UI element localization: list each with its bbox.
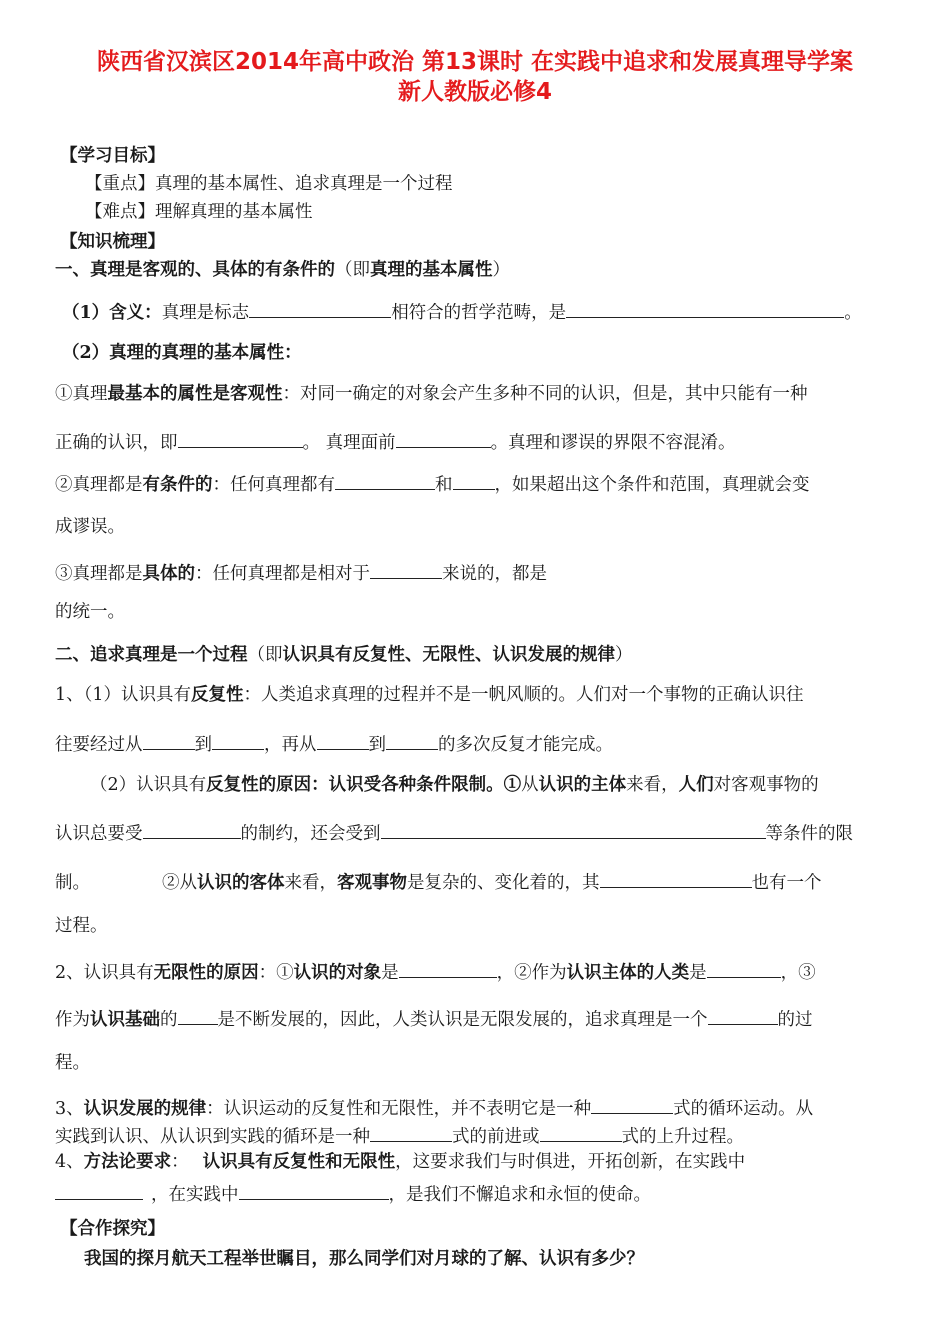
section-2-heading-open: （即 [247, 645, 283, 665]
s2-p5-bold-1: 方法论要求 [83, 1152, 172, 1172]
cooperate-header: 【合作探究】 [60, 1219, 165, 1239]
s2-p3-line-3: 程。 [55, 1053, 90, 1073]
s2-p2-bold-4: 认识的客体 [197, 873, 285, 893]
s2-p3-text-f: ，③ [780, 963, 816, 983]
s2-p2-line-2 [55, 820, 853, 846]
cooperate-question: 我国的探月航天工程举世瞩目，那么同学们对月球的了解、认识有多少？ [84, 1249, 644, 1269]
s1-item-3-text-a: ：任何真理都是相对于 [195, 564, 370, 584]
s2-p4-text-e: 式的前进或 [452, 1127, 540, 1147]
s2-p3-line-2 [55, 1006, 813, 1032]
s1-item-3-line-1 [55, 560, 547, 586]
s2-p2-text-j: 来看， [284, 873, 337, 893]
s2-p3-text-g: 作为 [55, 1010, 90, 1030]
s1-item-2-text-a: ：任何真理都有 [212, 475, 335, 495]
fill-blank[interactable] [566, 299, 844, 318]
s2-p1-text-c: 往要经过从 [55, 735, 143, 755]
s2-p4-bold: 认识发展的规律 [83, 1099, 207, 1119]
objectives-header: 【学习目标】 [60, 146, 165, 166]
fill-blank[interactable] [591, 1095, 673, 1114]
fill-blank[interactable] [249, 299, 391, 318]
s2-p4-line-2 [55, 1123, 744, 1149]
s2-p4-text-b: ：认识运动的反复性和无限性，并不表明它是一种 [206, 1099, 592, 1119]
section-1-heading-close: ） [492, 260, 510, 280]
s1-item-1-text-d: 。真理和谬误的界限不容混淆。 [490, 433, 736, 453]
document-title-line-2: 新人教版必修4 [397, 79, 552, 105]
s2-p1-line-2 [55, 731, 613, 757]
s2-p5-text-a: 4、 [55, 1152, 84, 1172]
fill-blank[interactable] [239, 1181, 389, 1200]
fill-blank[interactable] [178, 429, 303, 448]
fill-blank[interactable] [178, 1006, 218, 1025]
fill-blank[interactable] [317, 731, 369, 750]
s2-p1-text-f: 到 [368, 735, 386, 755]
s2-p3-text-c: 是 [381, 963, 399, 983]
section-2-heading-bold-2: 认识具有反复性、无限性、认识发展的规律 [282, 645, 615, 665]
s2-p2-text-b: 从 [521, 775, 539, 795]
s2-p1-text-g: 的多次反复才能完成。 [438, 735, 613, 755]
s2-p2-line-1 [90, 773, 819, 797]
fill-blank[interactable] [370, 560, 442, 579]
s2-p5-text-c: ，这要求我们与时俱进，开拓创新，在实践中 [395, 1152, 746, 1172]
section-1-heading-open: （即 [335, 260, 370, 280]
s2-p5-line-2 [55, 1181, 651, 1207]
fill-blank[interactable] [399, 959, 497, 978]
s2-p3-bold-2: 认识的对象 [293, 963, 382, 983]
s2-p2-text-a: （2）认识具有 [90, 775, 207, 795]
fill-blank[interactable] [143, 820, 241, 839]
s2-p3-text-b: ：① [258, 963, 294, 983]
objectives-difficulty: 【难点】理解真理的基本属性 [85, 202, 313, 222]
s2-p1-text-e: ，再从 [264, 735, 317, 755]
fill-blank[interactable] [396, 429, 491, 448]
fill-blank[interactable] [370, 1123, 452, 1142]
document-title-line-1: 陕西省汉滨区2014年高中政治 第13课时 在实践中追求和发展真理导学案 [96, 49, 854, 75]
s2-p1-text-b: ：人类追求真理的过程并不是一帆风顺的。人们对一个事物的正确认识往 [243, 685, 804, 705]
s1-item-2-bold: 有条件的 [142, 475, 213, 495]
s2-p2-text-e: 认识总要受 [55, 824, 143, 844]
s1-attributes-label: （2）真理的真理的基本属性： [62, 343, 302, 363]
s2-p3-bold-3: 认识主体的人类 [566, 963, 690, 983]
fill-blank[interactable] [335, 471, 435, 490]
s2-p2-bold-1: 反复性的原因：认识受各种条件限制。① [206, 775, 522, 795]
s1-item-1-prefix: ①真理 [55, 384, 108, 404]
s2-p2-text-k: 是复杂的、变化着的，其 [407, 873, 600, 893]
s2-p3-text-j: 的过 [777, 1010, 813, 1030]
s2-p2-bold-5: 客观事物 [337, 873, 407, 893]
fill-blank[interactable] [55, 1181, 143, 1200]
section-2-heading-bold: 二、追求真理是一个过程 [55, 645, 248, 665]
s1-meaning-text-c: 。 [844, 303, 862, 323]
s2-p3-text-a: 2、认识具有 [55, 963, 154, 983]
s2-p4-text-c: 式的循环运动。从 [673, 1099, 814, 1119]
s2-p2-line-4: 过程。 [55, 916, 108, 936]
s1-item-2-line-2: 成谬误。 [55, 517, 125, 537]
s2-p2-text-c: 来看， [626, 775, 679, 795]
s1-item-3-bold: 具体的 [142, 564, 195, 584]
fill-blank[interactable] [540, 1123, 622, 1142]
s2-p5-text-d: ，在实践中 [151, 1185, 239, 1205]
s1-meaning-text-b: 相符合的哲学范畴，是 [391, 303, 567, 323]
section-1-heading [55, 258, 510, 282]
section-1-heading-bold: 一、真理是客观的、具体的有条件的 [55, 260, 335, 280]
s1-item-3-text-b: 来说的，都是 [442, 564, 547, 584]
s2-p3-text-i: 是不断发展的，因此，人类认识是无限发展的，追求真理是一个 [217, 1010, 708, 1030]
s2-p3-text-h: 的 [160, 1010, 178, 1030]
fill-blank[interactable] [707, 959, 781, 978]
s2-p3-line-1 [55, 959, 816, 985]
s2-p5-text-b: ： [171, 1152, 189, 1172]
s2-p2-text-i: ②从 [162, 873, 197, 893]
knowledge-header: 【知识梳理】 [60, 232, 165, 252]
s1-item-1-text-b: 正确的认识，即 [55, 433, 178, 453]
s2-p2-line-3 [55, 869, 822, 895]
s1-item-2-line-1 [55, 471, 810, 497]
s2-p3-text-e: 是 [689, 963, 707, 983]
fill-blank[interactable] [600, 869, 752, 888]
section-1-heading-attr: 真理的基本属性 [370, 260, 493, 280]
s2-p1-text-d: 到 [194, 735, 212, 755]
s1-item-1-text-c: 。 真理面前 [302, 433, 396, 453]
s1-item-1-line-2 [55, 429, 736, 455]
fill-blank[interactable] [381, 820, 766, 839]
s2-p2-text-g: 等条件的限 [765, 824, 853, 844]
s2-p4-text-f: 式的上升过程。 [621, 1127, 744, 1147]
s2-p2-text-d: 对客观事物的 [713, 775, 819, 795]
s2-p1-text-a: 1、（1）认识具有 [55, 685, 192, 705]
s2-p4-line-1 [55, 1095, 813, 1121]
s2-p2-bold-2: 认识的主体 [538, 775, 627, 795]
section-2-heading-close: ） [615, 645, 633, 665]
fill-blank[interactable] [143, 731, 195, 750]
s1-item-2-prefix: ②真理都是 [55, 475, 143, 495]
s1-meaning-text-a: 真理是标志 [161, 303, 250, 323]
s2-p5-bold-2: 认识具有反复性和无限性 [202, 1152, 396, 1172]
s2-p1-bold: 反复性 [191, 685, 244, 705]
fill-blank[interactable] [453, 471, 495, 490]
s1-item-1-line-1 [55, 382, 808, 406]
s1-item-2-text-c: ，如果超出这个条件和范围，真理就会变 [494, 475, 810, 495]
s2-p3-bold-1: 无限性的原因 [153, 963, 259, 983]
s2-p4-text-a: 3、 [55, 1099, 84, 1119]
s1-item-3-prefix: ③真理都是 [55, 564, 143, 584]
s1-item-1-text: ：对同一确定的对象会产生多种不同的认识，但是，其中只能有一种 [282, 384, 808, 404]
section-2-heading [55, 643, 633, 667]
fill-blank[interactable] [708, 1006, 778, 1025]
s2-p2-text-h: 制。 [55, 873, 90, 893]
s2-p5-line-1 [55, 1150, 745, 1174]
s2-p2-text-l: 也有一个 [751, 873, 822, 893]
s1-meaning-line [62, 299, 862, 325]
s1-item-3-line-2: 的统一。 [55, 602, 125, 622]
objectives-key-point: 【重点】真理的基本属性、追求真理是一个过程 [85, 174, 453, 194]
fill-blank[interactable] [212, 731, 264, 750]
s2-p3-text-d: ，②作为 [496, 963, 567, 983]
s1-meaning-label: （1）含义： [62, 303, 162, 323]
s2-p1-line-1 [55, 683, 804, 707]
fill-blank[interactable] [386, 731, 438, 750]
s2-p5-text-e: ，是我们不懈追求和永恒的使命。 [388, 1185, 651, 1205]
s1-item-2-text-b: 和 [435, 475, 453, 495]
s1-item-1-bold: 最基本的属性是客观性 [107, 384, 283, 404]
s2-p4-text-d: 实践到认识、从认识到实践的循环是一种 [55, 1127, 370, 1147]
s2-p2-bold-3: 人们 [678, 775, 714, 795]
s2-p3-bold-4: 认识基础 [90, 1010, 160, 1030]
s2-p2-text-f: 的制约，还会受到 [240, 824, 381, 844]
